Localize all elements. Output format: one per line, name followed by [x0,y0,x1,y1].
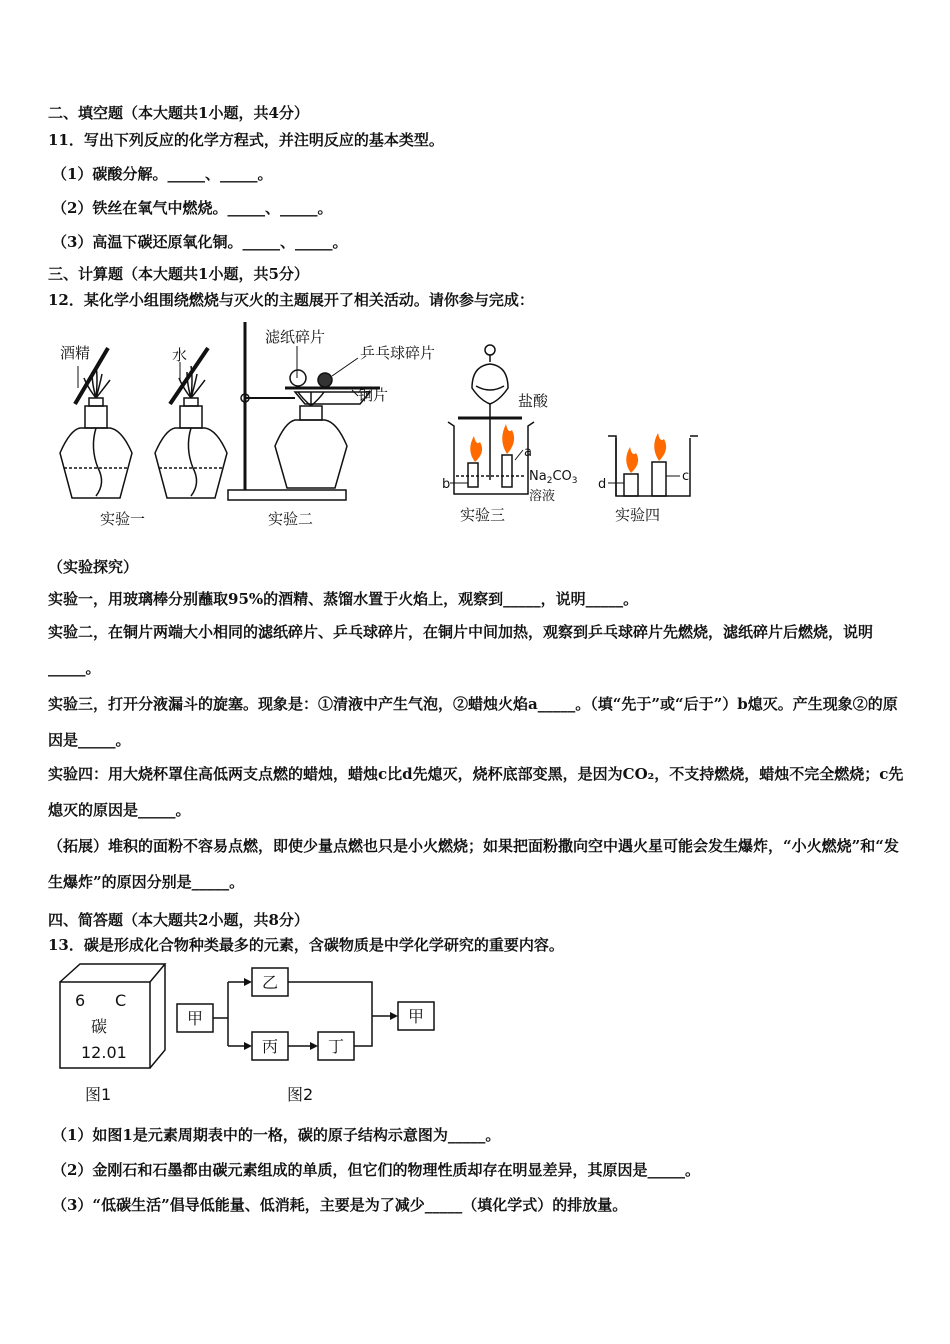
experiment-2-text: 实验二，在铜片两端大小相同的滤纸碎片、乒乓球碎片，在铜片中间加热，观察到乒乓球碎片先燃烧，滤纸碎片后燃烧，说明_____。 [48,623,874,677]
alcohol-lamp-2 [155,366,227,498]
figure-2-caption: 图2 [287,1085,314,1104]
flame-icon [470,436,482,462]
section-heading-calculation: 三、计算题（本大题共1小题，共5分） [48,265,309,283]
label-na2co3: $Na_2CO_3$ [529,469,578,486]
element-symbol: C [115,991,127,1010]
figure-1-caption: 图1 [85,1085,112,1104]
candle-c [652,462,666,496]
large-beaker-candles [608,436,698,496]
question-12-stem: 12．某化学小组围绕燃烧与灭火的主题展开了相关活动。请你参与完成： [48,291,534,309]
label-a: a [524,445,532,460]
node-jia-2: 甲 [408,1007,425,1026]
alcohol-lamp-1 [60,366,132,498]
experiment-3-text: 实验三，打开分液漏斗的旋塞。现象是：①清液中产生气泡，②蜡烛火焰a_____。（填“先于”或“后于”）b熄灭。产生现象②的原因是_____。 [48,695,898,749]
label-solution: 溶液 [529,489,556,504]
label-copper: 铜片 [358,386,389,404]
periodic-cell-figure [55,962,175,1110]
extension-text: （拓展）堆积的面粉不容易点燃，即使少量点燃也只是小火燃烧；如果把面粉撒向空中遇火星可能会发生爆炸，“小火燃烧”和“发生爆炸”的原因分别是_____。 [48,837,899,891]
experiment-1-text: 实验一，用玻璃棒分别蘸取95%的酒精、蒸馏水置于火焰上，观察到_____，说明_____。 [48,590,639,608]
caption-exp3: 实验三 [460,506,506,524]
caption-exp4: 实验四 [615,506,661,524]
experiment-explore-heading: （实验探究） [48,558,139,576]
filter-paper-piece [290,370,306,386]
section-heading-short-answer: 四、简答题（本大题共2小题，共8分） [48,911,309,929]
caption-exp1: 实验一 [100,510,146,528]
candle-d [624,474,638,496]
flame-icon [626,447,638,473]
node-yi: 乙 [262,973,279,992]
pingpong-piece [318,373,332,387]
experiment-4-text: 实验四：用大烧杯罩住高低两支点燃的蜡烛，蜡烛c比d先熄灭，烧杯底部变黑，是因为CO₂，不支持燃烧，蜡烛不完全燃烧；c先熄灭的原因是_____。 [48,765,904,819]
node-ding: 丁 [328,1037,345,1056]
node-bing: 丙 [262,1037,279,1056]
node-jia-1: 甲 [187,1009,204,1028]
question-11-item-2: （2）铁丝在氧气中燃烧。_____、_____。 [52,199,333,217]
label-water: 水 [172,346,188,364]
label-c: c [682,469,690,484]
element-number: 6 [75,991,86,1010]
flame-icons [470,424,666,473]
candle-a [502,455,512,487]
element-mass: 12.01 [81,1043,127,1062]
label-alcohol: 酒精 [60,344,91,362]
flame-icon [654,433,666,461]
question-13-item-2: （2）金刚石和石墨都由碳元素组成的单质，但它们的物理性质却存在明显差异，其原因是_____。 [52,1161,700,1179]
section-heading-fill-blank: 二、填空题（本大题共1小题，共4分） [48,104,309,122]
question-13-item-1: （1）如图1是元素周期表中的一格，碳的原子结构示意图为_____。 [52,1126,501,1144]
question-13-stem: 13．碳是形成化合物种类最多的元素，含碳物质是中学化学研究的重要内容。 [48,936,564,954]
element-name: 碳 [91,1017,108,1036]
label-hcl: 盐酸 [518,392,549,410]
question-11-item-3: （3）高温下碳还原氧化铜。_____、_____。 [52,233,348,251]
caption-exp2: 实验二 [268,510,314,528]
question-11-item-1: （1）碳酸分解。_____、_____。 [52,165,273,183]
iron-stand [228,322,380,500]
separatory-funnel-beaker [448,345,534,494]
label-filter-paper: 滤纸碎片 [265,328,326,346]
label-b: b [442,477,451,492]
combustion-experiments-figure [40,318,740,530]
candle-b [468,463,478,487]
question-11-stem: 11．写出下列反应的化学方程式，并注明反应的基本类型。 [48,131,444,149]
transformation-diagram [172,962,452,1110]
question-13-item-3: （3）“低碳生活”倡导低能量、低消耗，主要是为了减少_____（填化学式）的排放量。 [52,1196,628,1214]
label-d: d [598,477,607,492]
flame-icon [502,424,514,454]
label-pingpong: 乒乓球碎片 [360,344,436,362]
